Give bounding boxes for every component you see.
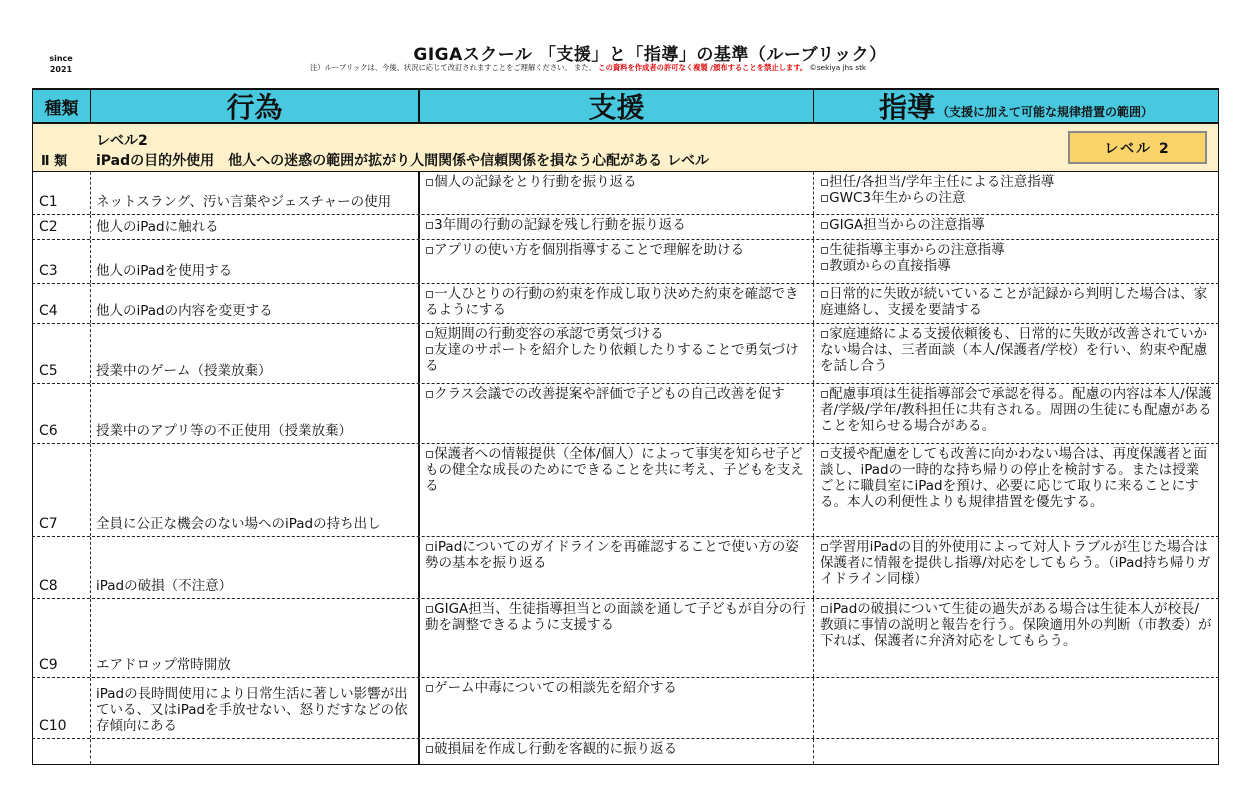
table-row bbox=[32, 215, 1219, 240]
row-support bbox=[420, 284, 814, 323]
since-text: since bbox=[49, 54, 73, 63]
row-action-text: iPadの長時間使用により日常生活に著しい影響が出ている、又はiPadを手放せない、怒りだすなどの依存傾向にある bbox=[96, 686, 408, 734]
notice-text: 注）ルーブリックは、今後、状況に応じて改訂されますことをご理解ください。 また、 bbox=[310, 63, 596, 72]
row-action bbox=[91, 678, 420, 738]
row-support bbox=[420, 384, 814, 443]
row-code: C3 bbox=[32, 240, 91, 283]
rubric-table bbox=[32, 88, 1219, 765]
support-item: ▫友達のサポートを紹介したり依頼したりすることで勇気づける bbox=[425, 342, 799, 374]
row-code: C4 bbox=[32, 284, 91, 323]
row-action-text: 他人のiPadに触れる bbox=[96, 219, 219, 235]
page-title: GIGAスクール 「支援」と「指導」の基準（ルーブリック） bbox=[413, 45, 887, 65]
row-action-text: エアドロップ常時開放 bbox=[96, 657, 231, 673]
support-item: ▫iPadについてのガイドラインを再確認することで使い方の姿勢の基本を振り返る bbox=[425, 539, 799, 571]
table-row bbox=[32, 678, 1219, 739]
row-code: C10 bbox=[32, 678, 91, 738]
row-guidance bbox=[814, 739, 1219, 764]
notice-credit: ©sekiya jhs stk bbox=[809, 63, 867, 72]
row-code: C1 bbox=[32, 172, 91, 214]
row-support bbox=[420, 739, 814, 764]
header-support: 支援 bbox=[420, 88, 814, 124]
row-guidance bbox=[814, 324, 1219, 383]
row-action-text: 全員に公正な機会のない場へのiPadの持ち出し bbox=[96, 516, 381, 532]
row-guidance bbox=[814, 284, 1219, 323]
support-item: ▫破損届を作成し行動を客観的に振り返る bbox=[425, 741, 678, 757]
row-action bbox=[91, 215, 420, 239]
support-item: ▫個人の記録をとり行動を振り返る bbox=[425, 174, 637, 190]
row-support bbox=[420, 444, 814, 536]
header-kind: 種類 bbox=[32, 88, 91, 124]
level-class: Ⅱ 類 bbox=[41, 154, 68, 169]
row-action bbox=[91, 739, 420, 764]
table-row bbox=[32, 172, 1219, 215]
guidance-item: ▫配慮事項は生徒指導部会で承認を得る。配慮の内容は本人/保護者/学級/学年/教科担任に共有される。周囲の生徒にも配慮があることを知らせる場合がある。 bbox=[820, 386, 1212, 434]
row-guidance bbox=[814, 172, 1219, 214]
header-guidance-title: 指導 bbox=[878, 91, 935, 124]
row-code: C5 bbox=[32, 324, 91, 383]
header-action: 行為 bbox=[91, 88, 420, 124]
support-item: ▫一人ひとりの行動の約束を作成し取り決めた約束を確認できるようにする bbox=[425, 286, 799, 318]
row-action bbox=[91, 599, 420, 677]
row-action-text: 他人のiPadを使用する bbox=[96, 263, 233, 279]
notice bbox=[310, 63, 1010, 73]
level-name: レベル2 bbox=[96, 133, 148, 149]
row-guidance bbox=[814, 537, 1219, 598]
table-row bbox=[32, 537, 1219, 599]
table-row bbox=[32, 240, 1219, 284]
level-badge: レベル 2 bbox=[1068, 131, 1207, 164]
since-label bbox=[44, 53, 78, 75]
level-band bbox=[32, 124, 1219, 172]
row-code: C9 bbox=[32, 599, 91, 677]
notice-warning: この資料を作成者の許可なく複製 /頒布することを禁止します。 bbox=[598, 63, 808, 72]
row-support bbox=[420, 240, 814, 283]
row-code: C2 bbox=[32, 215, 91, 239]
row-guidance bbox=[814, 240, 1219, 283]
header-guidance bbox=[814, 88, 1219, 124]
support-item: ▫ゲーム中毒についての相談先を紹介する bbox=[425, 680, 677, 696]
table-row bbox=[32, 284, 1219, 324]
guidance-item: ▫家庭連絡による支援依頼後も、日常的に失敗が改善されていかない場合は、三者面談（本人/保護者/学校）を行い、約束や配慮を話し合う bbox=[820, 326, 1208, 374]
row-support bbox=[420, 678, 814, 738]
support-item: ▫クラス会議での改善提案や評価で子どもの自己改善を促す bbox=[425, 386, 785, 402]
guidance-item: ▫生徒指導主事からの注意指導 bbox=[820, 242, 1005, 258]
row-action-text: ネットスラング、汚い言葉やジェスチャーの使用 bbox=[96, 194, 392, 210]
guidance-item: ▫学習用iPadの目的外使用によって対人トラブルが生じた場合は保護者に情報を提供し指導/対応をしてもらう。（iPad持ち帰りガイドライン同様） bbox=[820, 539, 1211, 587]
row-support bbox=[420, 324, 814, 383]
row-code: C6 bbox=[32, 384, 91, 443]
support-item: ▫短期間の行動変容の承認で勇気づける bbox=[425, 326, 664, 342]
table-row bbox=[32, 739, 1219, 764]
guidance-item: ▫GIGA担当からの注意指導 bbox=[820, 217, 985, 233]
row-action bbox=[91, 284, 420, 323]
row-guidance bbox=[814, 444, 1219, 536]
support-item: ▫GIGA担当、生徒指導担当との面談を通して子どもが自分の行動を調整できるように支援する bbox=[425, 601, 806, 633]
row-guidance bbox=[814, 384, 1219, 443]
row-action bbox=[91, 324, 420, 383]
row-action-text: iPadの破損（不注意） bbox=[96, 578, 233, 594]
table-row bbox=[32, 599, 1219, 678]
guidance-item: ▫iPadの破損について生徒の過失がある場合は生徒本人が校長/教頭に事情の説明と報告を行う。保険適用外の判断（市教委）が下れば、保護者に弁済対応をしてもらう。 bbox=[820, 601, 1212, 649]
row-code bbox=[32, 739, 91, 764]
table-row bbox=[32, 444, 1219, 537]
guidance-item: ▫支援や配慮をしても改善に向かわない場合は、再度保護者と面談し、iPadの一時的な持ち帰りの停止を検討する。または授業ごとに職員室にiPadを預け、必要に応じて取りに来ることにする。本人の利便性よりも規律措置を優先する。 bbox=[820, 446, 1208, 510]
guidance-item: ▫GWC3年生からの注意 bbox=[820, 190, 966, 206]
header-guidance-subtitle: （支援に加えて可能な規律措置の範囲） bbox=[937, 104, 1154, 119]
support-item: ▫保護者への情報提供（全体/個人）によって事実を知らせ子どもの健全な成長のためにできることを共に考え、子どもを支える bbox=[425, 446, 804, 494]
guidance-item: ▫日常的に失敗が続いていることが記録から判明した場合は、家庭連絡し、支援を要請する bbox=[820, 286, 1208, 318]
row-support bbox=[420, 215, 814, 239]
row-action bbox=[91, 444, 420, 536]
row-action bbox=[91, 384, 420, 443]
row-code: C7 bbox=[32, 444, 91, 536]
row-action-text: 授業中のアプリ等の不正使用（授業放棄） bbox=[96, 423, 352, 439]
since-year: 2021 bbox=[49, 65, 73, 74]
table-bottom-border bbox=[32, 764, 1219, 765]
guidance-item: ▫担任/各担当/学年主任による注意指導 bbox=[820, 174, 1055, 190]
row-action bbox=[91, 172, 420, 214]
guidance-item: ▫教頭からの直接指導 bbox=[820, 258, 951, 274]
row-support bbox=[420, 172, 814, 214]
support-item: ▫3年間の行動の記録を残し行動を振り返る bbox=[425, 217, 686, 233]
row-action bbox=[91, 240, 420, 283]
row-support bbox=[420, 537, 814, 598]
row-code: C8 bbox=[32, 537, 91, 598]
row-action-text: 他人のiPadの内容を変更する bbox=[96, 303, 273, 319]
row-guidance bbox=[814, 215, 1219, 239]
row-action bbox=[91, 537, 420, 598]
support-item: ▫アプリの使い方を個別指導することで理解を助ける bbox=[425, 242, 745, 258]
row-guidance bbox=[814, 678, 1219, 738]
table-row bbox=[32, 324, 1219, 384]
row-guidance bbox=[814, 599, 1219, 677]
row-support bbox=[420, 599, 814, 677]
table-row bbox=[32, 384, 1219, 444]
row-action-text: 授業中のゲーム（授業放棄） bbox=[96, 363, 272, 379]
level-description: iPadの目的外使用 他人への迷惑の範囲が拡がり人間関係や信頼関係を損なう心配がある レベル bbox=[96, 153, 710, 169]
